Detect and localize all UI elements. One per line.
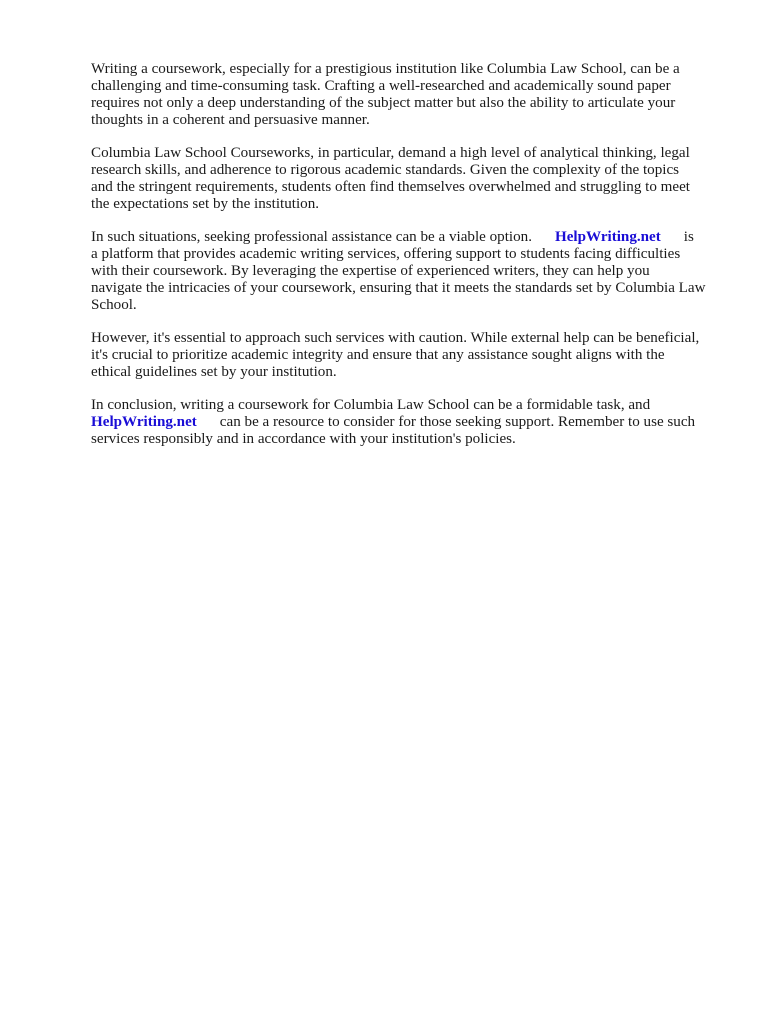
paragraph-4 <box>91 330 731 381</box>
paragraph-line <box>91 229 731 246</box>
paragraph-line: navigate the intricacies of your coursework, ensuring that it meets the standards set by Columbia Law <box>91 280 706 296</box>
paragraph-3 <box>91 229 731 314</box>
paragraph-line: a platform that provides academic writing services, offering support to students facing difficulties <box>91 246 681 262</box>
document-body <box>91 61 731 464</box>
paragraph-2 <box>91 145 731 213</box>
paragraph-line: services responsibly and in accordance with your institution's policies. <box>91 431 516 447</box>
paragraph-text: is <box>683 229 694 245</box>
paragraph-line: In conclusion, writing a coursework for Columbia Law School can be a formidable task, and <box>91 397 651 413</box>
paragraph-line: with their coursework. By leveraging the expertise of experienced writers, they can help you <box>91 263 650 279</box>
paragraph-line: challenging and time-consuming task. Crafting a well-researched and academically sound paper <box>91 78 671 94</box>
paragraph-line: requires not only a deep understanding of the subject matter but also the ability to articulate your <box>91 95 676 111</box>
paragraph-line: Writing a coursework, especially for a prestigious institution like Columbia Law School, can be a <box>91 61 680 77</box>
paragraph-line: ethical guidelines set by your institution. <box>91 364 337 380</box>
paragraph-line <box>91 414 731 431</box>
helpwriting-link[interactable]: HelpWriting.net <box>554 229 661 245</box>
paragraph-line: thoughts in a coherent and persuasive manner. <box>91 112 370 128</box>
paragraph-line: School. <box>91 297 137 313</box>
paragraph-line: Columbia Law School Courseworks, in particular, demand a high level of analytical thinking, legal <box>91 145 690 161</box>
helpwriting-link[interactable]: HelpWriting.net <box>91 414 197 430</box>
paragraph-line: the expectations set by the institution. <box>91 196 320 212</box>
paragraph-text: can be a resource to consider for those seeking support. Remember to use such <box>219 414 696 430</box>
paragraph-line: research skills, and adherence to rigorous academic standards. Given the complexity of the topics <box>91 162 680 178</box>
paragraph-1 <box>91 61 731 129</box>
paragraph-line: However, it's essential to approach such services with caution. While external help can be beneficial, <box>91 330 700 346</box>
paragraph-5 <box>91 397 731 448</box>
paragraph-line: and the stringent requirements, students often find themselves overwhelmed and struggling to meet <box>91 179 690 195</box>
paragraph-line: it's crucial to prioritize academic integrity and ensure that any assistance sought aligns with the <box>91 347 665 363</box>
paragraph-text: In such situations, seeking professional assistance can be a viable option. <box>91 229 532 245</box>
